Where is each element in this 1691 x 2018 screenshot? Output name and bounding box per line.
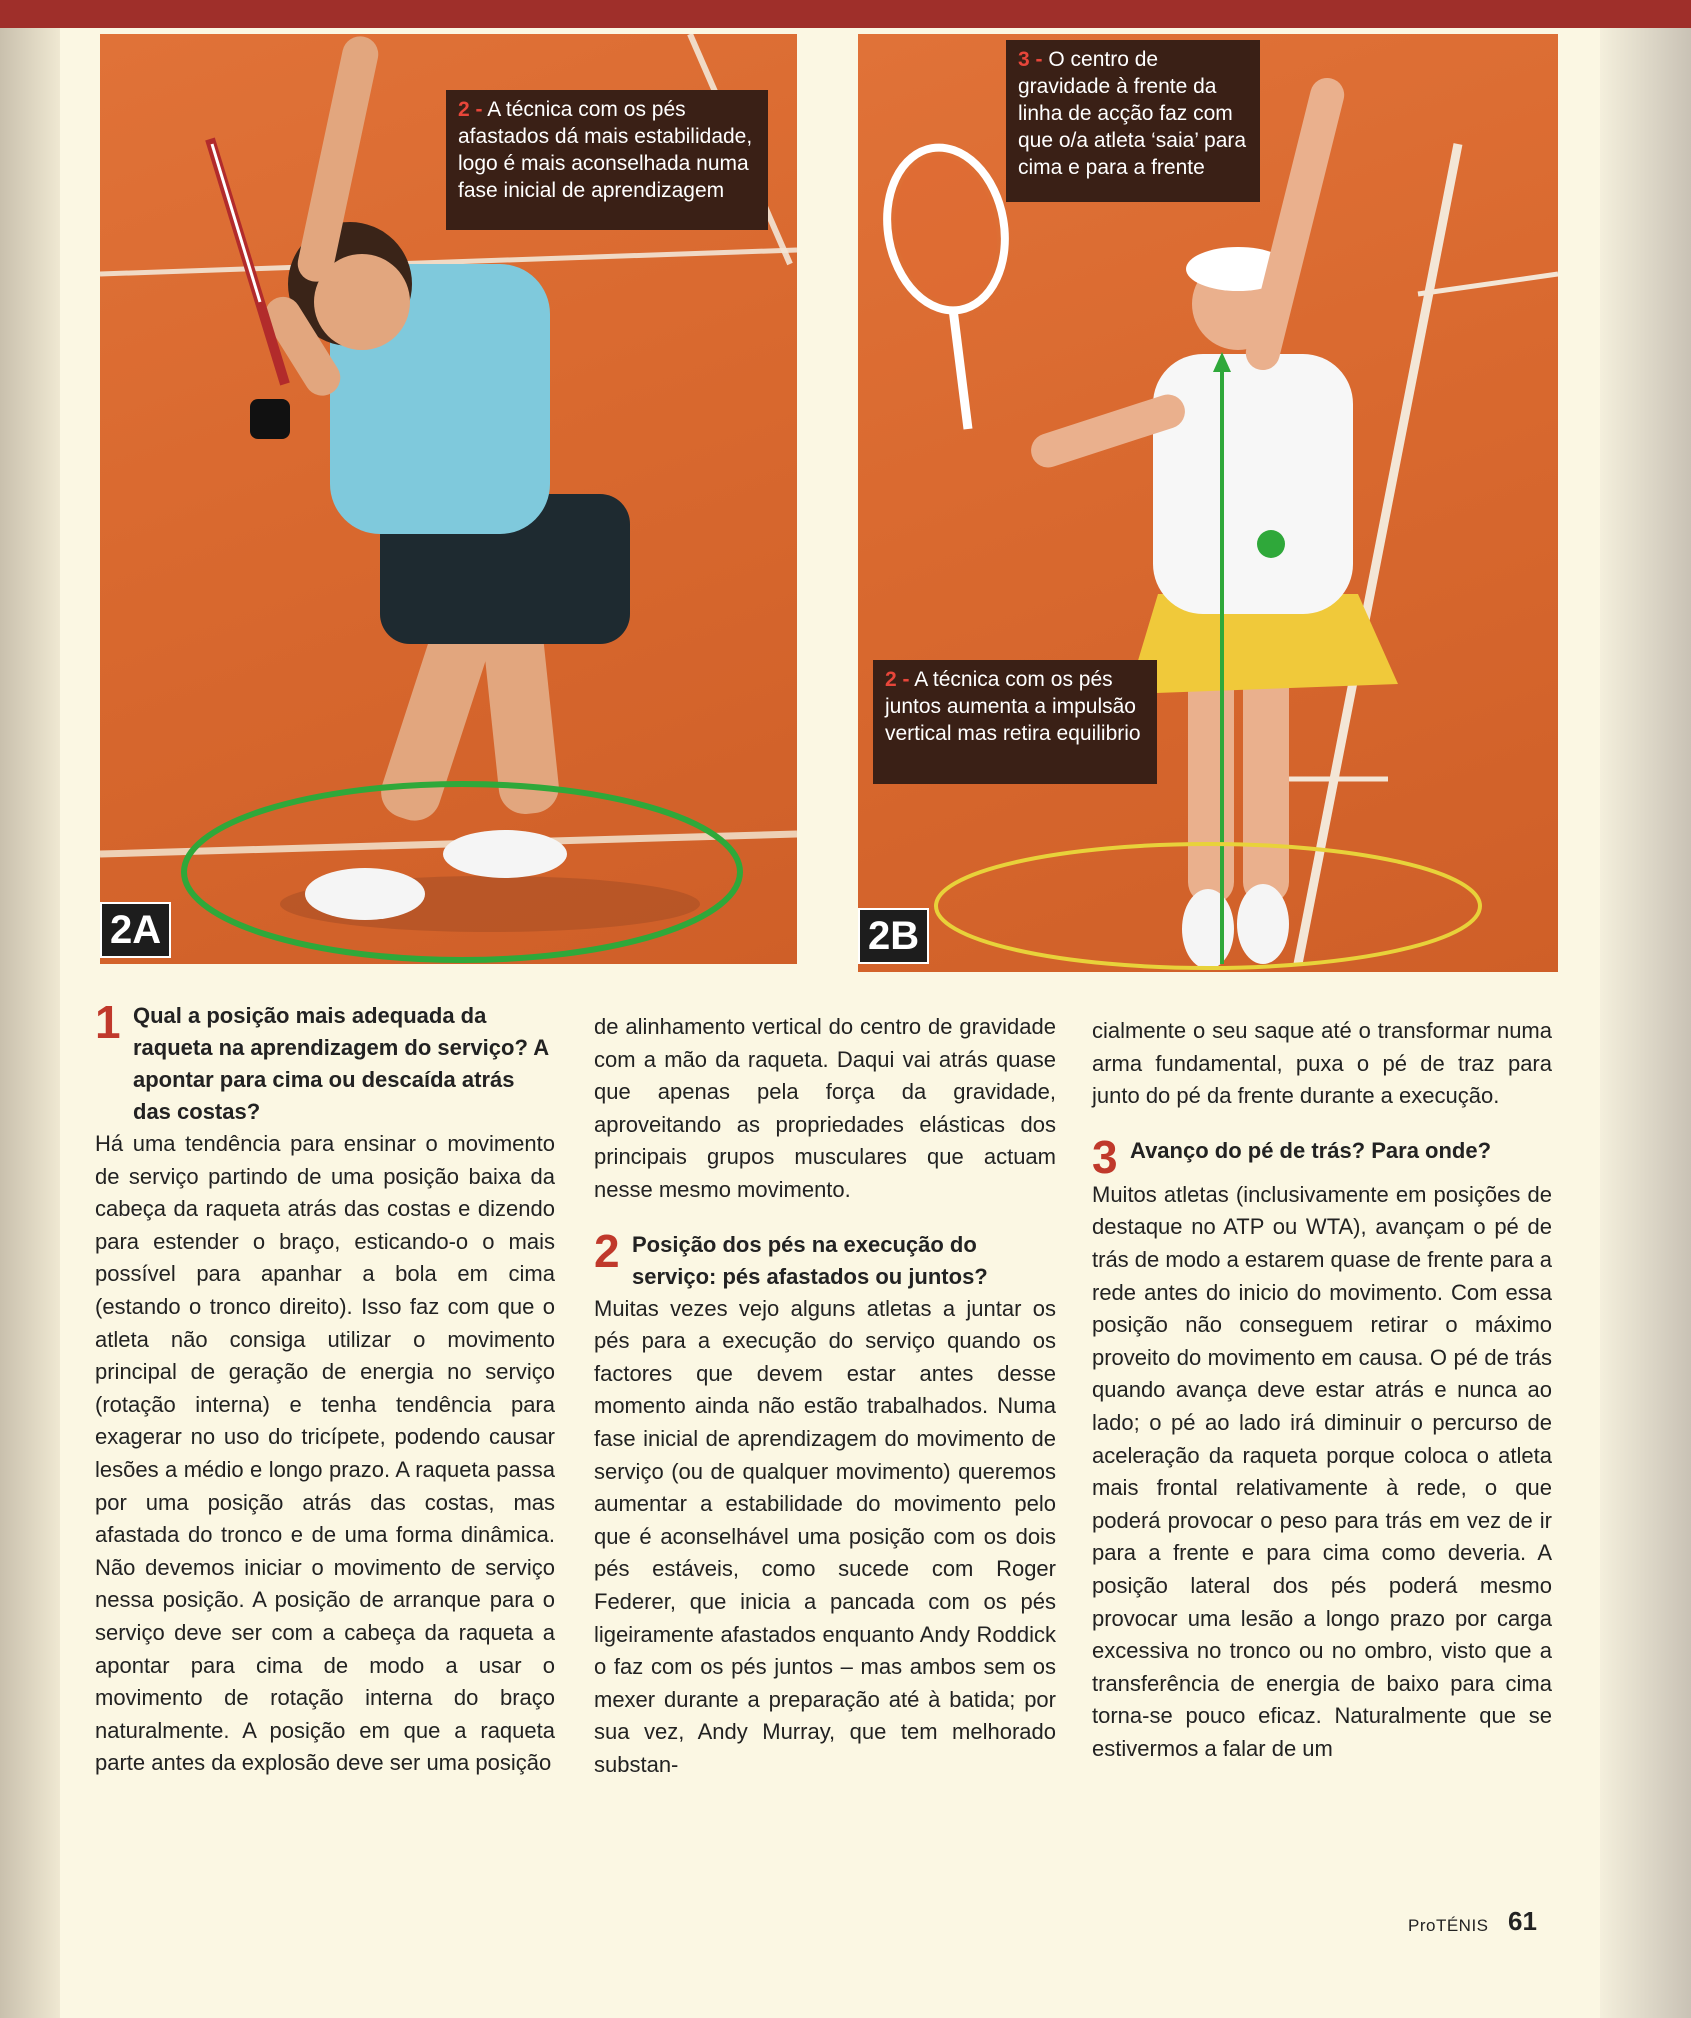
question-1-number: 1: [95, 996, 121, 1048]
caption-2a: [446, 90, 768, 230]
question-3-body: Muitos atletas (inclusivamente em posições de destaque no ATP ou WTA), avançam o pé de trás de modo a estarem quase de frente para a rede antes do inicio do movimento. Com essa posição não conseguem retirar o máximo proveito do movimento em causa. O pé de trás quando avança deve estar atrás e nunca ao lado; o pé ao lado irá diminuir o percurso de aceleração da raqueta porque coloca o atleta mais frontal relativamente à rede, o que poderá provocar o peso para trás em vez de ir para a frente e para cima como deveria. A posição lateral dos pés poderá mesmo provocar uma lesão a longo prazo por carga excessiva no tronco ou no ombro, visto que a transferência de energia de baixo para cima torna-se pouco eficaz. Naturalmente que se estivermos a falar de um: [1092, 1181, 1552, 1761]
question-3-title: Avanço do pé de trás? Para onde?: [1130, 1137, 1492, 1163]
question-1-body: Há uma tendência para ensinar o movimento de serviço partindo de uma posição baixa da cabeça da raqueta atrás das costas e dizendo para estender o braço, esticando-o o mais possível para apanhar a bola em cima (estando o tronco direito). Isso faz com que o atleta não consiga utilizar o movimento principal de geração de energia no serviço (rotação interna) e tenha tendência para exagerar no uso do tricípete, podendo causar lesões a médio e longo prazo. A raqueta passa por uma posição atrás das costas, mas afastada do tronco e de uma forma dinâmica. Não devemos iniciar o movimento de serviço nessa posição. A posição de arranque para o serviço deve ser com a cabeça da raqueta a apontar para cima de modo a usar o movimento de rotação interna do braço naturalmente. A posição em que a raqueta parte antes da explosão deve ser uma posição: [95, 1131, 555, 1776]
column-2-continuation: de alinhamento vertical do centro de gravidade com a mão da raqueta. Daqui vai atrás quase que apenas pela força da gravidade, aproveitando as propriedades elásticas dos principais grupos musculares que actuam nesse mesmo movimento.: [594, 1014, 1056, 1202]
text-column-2: [594, 1011, 1056, 1781]
caption-2b-feet: [873, 660, 1157, 784]
question-1-heading: [95, 996, 555, 1128]
question-2-heading: [594, 1224, 1056, 1293]
figure-label-2b: 2B: [858, 908, 929, 964]
column-3-continuation: cialmente o seu saque até o transformar numa arma fundamental, puxa o pé de traz para junto do pé da frente durante a execução.: [1092, 1018, 1552, 1109]
top-color-band: [0, 0, 1691, 28]
binding-gutter: [0, 28, 60, 2018]
caption-2b-gravity-text: O centro de gravidade à frente da linha de acção faz com que o/a atleta ‘saia’ para cima e para a frente: [1018, 48, 1247, 179]
caption-2b-gravity: [1006, 40, 1260, 202]
caption-2a-number: 2 -: [458, 98, 483, 121]
question-1-title: Qual a posição mais adequada da raqueta na aprendizagem do serviço? A apontar para cima ou descaída atrás das costas?: [133, 1003, 549, 1124]
caption-2b-feet-number: 2 -: [885, 668, 910, 691]
magazine-brand: ProTÉNIS: [1408, 1916, 1489, 1935]
text-column-3: [1092, 1015, 1552, 1765]
caption-2a-text: A técnica com os pés afastados dá mais estabilidade, logo é mais aconselhada numa fase inicial de aprendizagem: [458, 98, 753, 202]
photo-2b-player-serve: [858, 34, 1558, 972]
figure-label-2a: 2A: [100, 902, 171, 958]
page-edge-shadow: [1600, 28, 1691, 2018]
question-3-number: 3: [1092, 1130, 1118, 1183]
caption-2b-feet-text: A técnica com os pés juntos aumenta a impulsão vertical mas retira equilibrio: [885, 668, 1141, 745]
question-3-heading: [1092, 1130, 1552, 1183]
question-2-body: Muitas vezes vejo alguns atletas a juntar os pés para a execução do serviço quando os factores que devem estar antes desse momento ainda não estão trabalhados. Numa fase inicial de aprendizagem do movimento de serviço (ou de qualquer movimento) queremos aumentar a estabilidade do movimento pelo que é aconselhável uma posição com os dois pés estáveis, como sucede com Roger Federer, que inicia a pancada com os pés ligeiramente afastados enquanto Andy Roddick o faz com os pés juntos – mas ambos sem os mexer durante a preparação até à batida; por sua vez, Andy Murray, que tem melhorado substan-: [594, 1295, 1056, 1777]
text-column-1: [95, 996, 555, 1780]
page-number: 61: [1508, 1906, 1537, 1936]
photo-2a-federer-serve: [100, 34, 797, 964]
question-2-title: Posição dos pés na execução do serviço: pés afastados ou juntos?: [632, 1231, 988, 1289]
question-2-number: 2: [594, 1224, 620, 1277]
caption-2b-gravity-number: 3 -: [1018, 48, 1043, 71]
